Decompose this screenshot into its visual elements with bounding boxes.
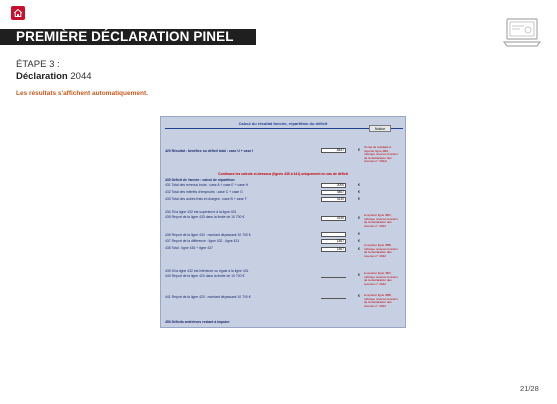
row-436-label: 436 Report de la ligne 433 : montant dépassant 10 700 € — [165, 233, 251, 237]
row-440-label: 440 Report de la ligne 420 dans la limite de 10 700 € — [165, 274, 245, 278]
row-441-side-note: à reporter ligne 4BB, rubrique revenus fonciers de la déclaration des revenus n° 2042 — [364, 293, 398, 308]
row-435-input[interactable]: 4140 — [321, 216, 346, 221]
euro-sign: € — [358, 197, 360, 201]
row-438-input[interactable]: 1867 — [321, 247, 346, 252]
row-441-input[interactable] — [321, 294, 346, 299]
row-420-label: 420 Résultat : bénéfice ou déficit total : case U + case I — [165, 149, 254, 153]
euro-sign: € — [358, 294, 360, 298]
row-441-label: 441 Report de la ligne 420 : montant dépassant 10 700 € — [165, 295, 251, 299]
row-431-label: 431 Total des revenus bruts : case A + case E + case H — [165, 183, 249, 187]
row-435-label: 435 Report de la ligne 433 dans la limite de 10 700 € — [165, 215, 245, 219]
row-450-label: 450 Déficits antérieurs restant à imputer — [165, 320, 230, 324]
row-432-label: 432 Total des intérêts d'emprunts : case C + case G — [165, 190, 243, 194]
row-440-side-note: à reporter ligne 4BC, rubrique revenus fonciers de la déclaration des revenus n° 2042 — [364, 271, 398, 286]
results-note: Les résultats s'affichent automatiquement. — [16, 90, 148, 97]
euro-sign: € — [358, 239, 360, 243]
row-440-input[interactable] — [321, 273, 346, 278]
euro-sign: € — [358, 148, 360, 152]
row-439-label: 439 Si la ligne 432 est inférieure ou égale à la ligne 431 — [165, 269, 249, 273]
row-420-input[interactable]: -5847 — [321, 148, 346, 153]
row-438-side-note: à reporter ligne 4BB, rubrique revenus fonciers de la déclaration des revenus n° 2042 — [364, 243, 398, 258]
row-435-side-note: à reporter ligne 4BC, rubrique revenus fonciers de la déclaration des revenus n° 2042 — [364, 213, 398, 228]
form-divider — [165, 128, 403, 129]
euro-sign: € — [358, 247, 360, 251]
row-433-label: 433 Total des autres frais et charges : case B + case F — [165, 197, 247, 201]
declaration-number: 2044 — [67, 71, 92, 82]
euro-sign: € — [358, 232, 360, 236]
euro-sign: € — [358, 183, 360, 187]
row-438-label: 438 Total : ligne 436 + ligne 437 — [165, 246, 213, 250]
step-label: ÉTAPE 3 : — [16, 59, 60, 70]
row-434-label: 434 Si la ligne 432 est supérieure à la ligne 431 — [165, 210, 237, 214]
row-430-label: 430 Déficit de l'année : calcul de répartition — [165, 178, 235, 182]
row-437-input[interactable]: 1867 — [321, 239, 346, 244]
euro-sign: € — [358, 273, 360, 277]
computer-screen-icon — [502, 16, 542, 57]
row-431-input[interactable]: 3000 — [321, 183, 346, 188]
declaration-bold: Déclaration — [16, 71, 68, 82]
euro-sign: € — [358, 190, 360, 194]
brand-logo-icon — [11, 6, 25, 20]
page-number: 21/28 — [520, 384, 539, 393]
continue-note: Continuez les calculs ci-dessous (lignes 430 à 441) uniquement en cas de déficit — [218, 172, 348, 176]
form-title: Calcul du résultat foncier, répartition du déficit — [238, 121, 328, 126]
euro-sign: € — [358, 216, 360, 220]
notice-button[interactable]: Notice — [369, 125, 391, 132]
declaration-label — [16, 71, 92, 82]
row-436-input[interactable] — [321, 232, 346, 237]
row-433-input[interactable]: 4140 — [321, 197, 346, 202]
form-2044-screenshot — [160, 116, 406, 328]
row-437-label: 437 Report de la différence : ligne 432 - ligne 431 — [165, 239, 240, 243]
row-432-input[interactable]: 4867 — [321, 190, 346, 195]
row-420-side-note: Si cas de résultats à reporter ligne 4BA, rubrique revenus fonciers de la déclaration des revenus n° 2042) — [364, 145, 398, 164]
page-title: PREMIÈRE DÉCLARATION PINEL — [0, 29, 256, 45]
